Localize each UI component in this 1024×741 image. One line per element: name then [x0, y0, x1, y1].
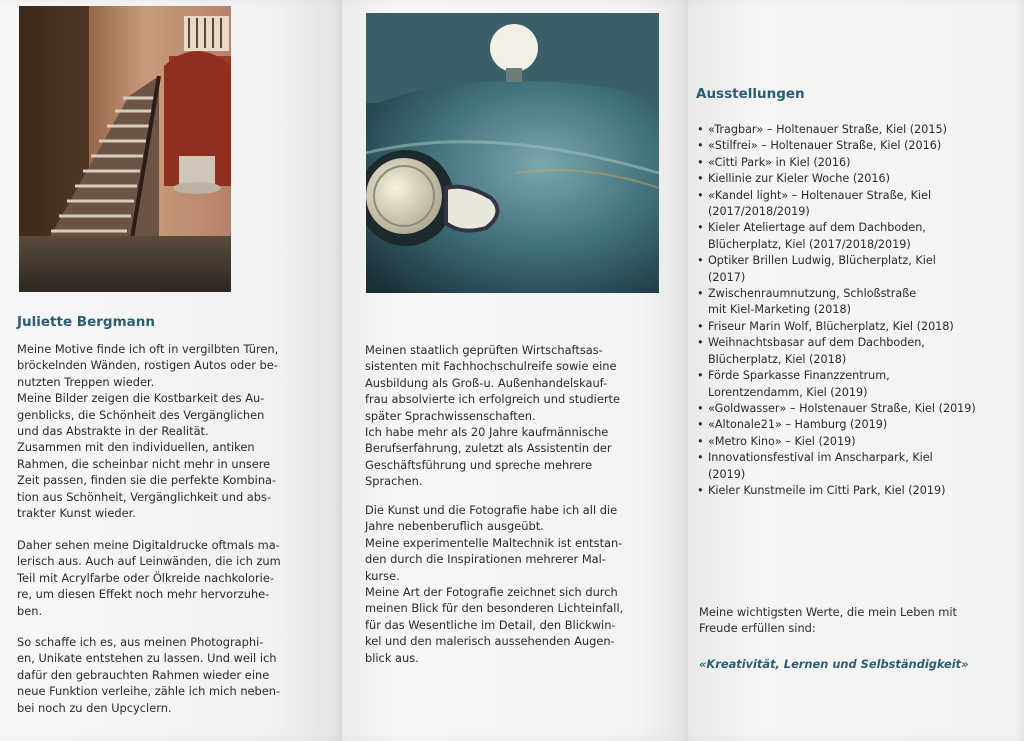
list-item: • «Tragbar» – Holtenauer Straße, Kiel (2015): [696, 122, 1006, 138]
list-item: • Optiker Brillen Ludwig, Blücherplatz, Kiel (2017): [696, 253, 1006, 286]
list-item: • Kieler Ateliertage auf dem Dachboden, Blücherplatz, Kiel (2017/2018/2019): [696, 220, 1006, 253]
values-text: Meine wichtigsten Werte, die mein Leben mit Freude erfüllen sind:: [699, 605, 958, 636]
staircase-photo: [19, 6, 231, 292]
list-item: • «Stilfrei» – Holtenauer Straße, Kiel (2016): [696, 138, 1006, 154]
list-item: • Innovationsfestival im Anscharpark, Kiel (2019): [696, 450, 1006, 483]
list-item: • «Metro Kino» – Kiel (2019): [696, 434, 1006, 450]
vintage-car-photo: [366, 13, 659, 293]
list-item: • Kiellinie zur Kieler Woche (2016): [696, 171, 1006, 187]
artist-name: Juliette Bergmann: [17, 314, 155, 330]
list-item: • Förde Sparkasse Finanzzentrum, Lorentzendamm, Kiel (2019): [696, 368, 1006, 401]
list-item: • «Goldwasser» – Holstenauer Straße, Kiel (2019): [696, 401, 1006, 417]
list-item: • «Kandel light» – Holtenauer Straße, Kiel (2017/2018/2019): [696, 188, 1006, 221]
art-technique-paragraph: Die Kunst und die Fotografie habe ich all die Jahre nebenberuflich ausgeübt. Meine experimentelle Maltechnik ist entstan- den durch die Inspirationen mehrerer Mal- kurse. Meine Art der Fotografie zeichnet sich durch meinen Blick für den besonderen Lichteinfall, für das Wesentliche im Detail, den Blickwin- kel und den malerisch aussehenden Augen- blick aus.: [365, 503, 624, 665]
brochure-panel-left: [0, 0, 342, 741]
list-item: • «Altonale21» – Hamburg (2019): [696, 417, 1006, 433]
list-item: • Friseur Marin Wolf, Blücherplatz, Kiel (2018): [696, 319, 1006, 335]
brochure-panel-middle: [342, 0, 688, 741]
upcycling-paragraph: So schaffe ich es, aus meinen Photographi- en, Unikate entstehen zu lassen. Und weil ich dafür den gebrauchten Rahmen wieder eine neue Funktion verleihe, zähle ich mich neben- bei noch zu den Upcyclern.: [17, 635, 281, 715]
list-item: • Kieler Kunstmeile im Citti Park, Kiel (2019): [696, 483, 1006, 499]
list-item: • Zwischenraumnutzung, Schloßstraße mit Kiel-Marketing (2018): [696, 286, 1006, 319]
exhibitions-heading: Ausstellungen: [696, 86, 805, 102]
list-item: • «Citti Park» in Kiel (2016): [696, 155, 1006, 171]
brochure-panel-right: [688, 0, 1024, 741]
digital-prints-paragraph: Daher sehen meine Digitaldrucke oftmals ma- lerisch aus. Auch auf Leinwänden, die ich zum Teil mit Acrylfarbe oder Ölkreide nachkolorie- re, um diesen Effekt noch mehr hervorzuhe- ben.: [17, 538, 281, 618]
intro-paragraph: Meine Motive finde ich oft in vergilbten Türen, bröckelnden Wänden, rostigen Autos oder be- nutzten Treppen wieder. Meine Bilder zeigen die Kostbarkeit des Au- genblicks, die Schönheit des Vergänglichen und das Abstrakte in der Realität. Zusammen mit den individuellen, antiken Rahmen, die scheinbar nicht mehr in unsere Zeit passen, finden sie die perfekte Kombina- tion aus Schönheit, Vergänglichkeit und abs- trakter Kunst wieder.: [17, 342, 279, 521]
exhibitions-list: [696, 122, 1006, 499]
list-item: • Weihnachtsbasar auf dem Dachboden, Blücherplatz, Kiel (2018): [696, 335, 1006, 368]
motto-text: «Kreativität, Lernen und Selbständigkeit»: [699, 657, 969, 671]
education-paragraph: Meinen staatlich geprüften Wirtschaftsas- sistenten mit Fachhochschulreife sowie eine Ausbildung als Groß-u. Außenhandelskauf- frau absolvierte ich erfolgreich und studierte später Sprachwissenschaften. Ich habe mehr als 20 Jahre kaufmännische Berufserfahrung, zuletzt als Assistentin der Geschäftsführung und spreche mehrere Sprachen.: [365, 343, 620, 489]
